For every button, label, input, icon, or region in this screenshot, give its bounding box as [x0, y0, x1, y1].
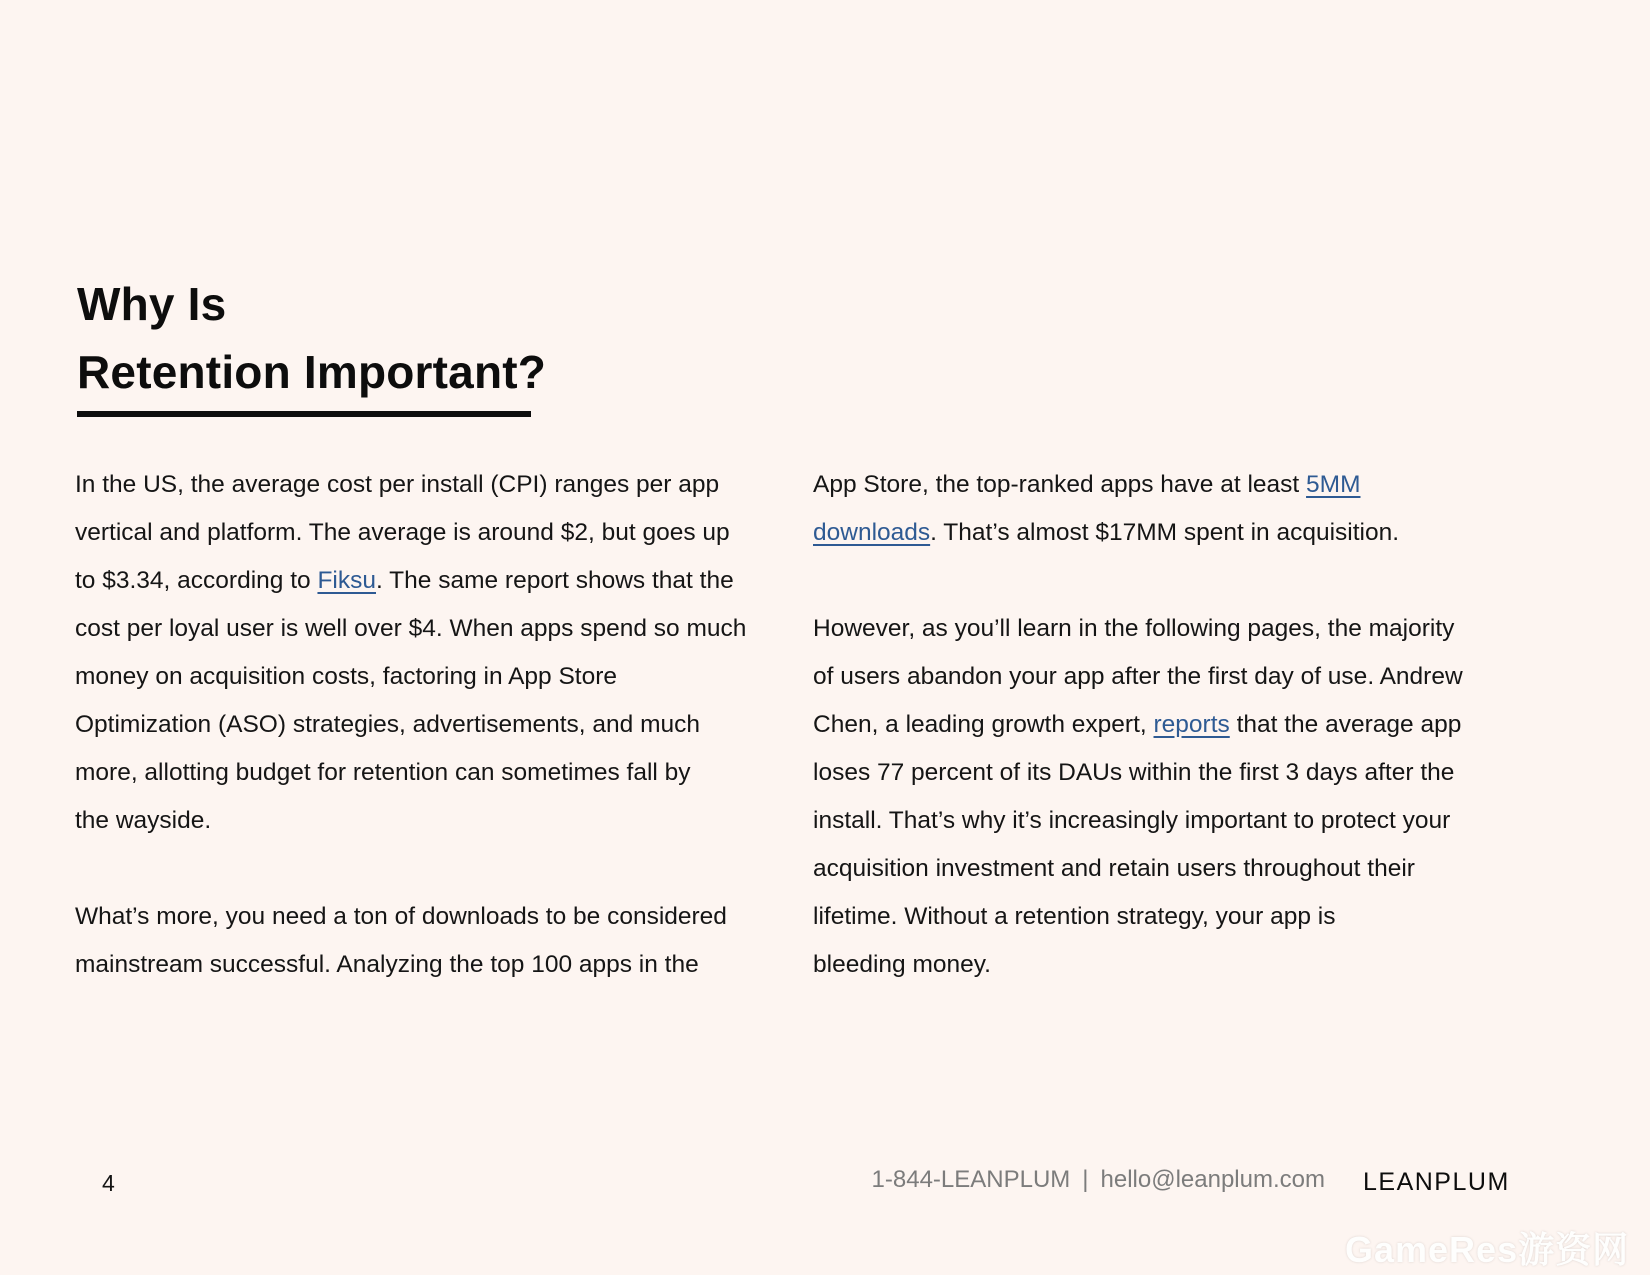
text-line: App Store, the top-ranked apps have at least — [813, 471, 1307, 498]
heading-underline — [77, 411, 531, 417]
gameres-watermark: GameRes游资网 — [1345, 1229, 1630, 1270]
fiksu-link[interactable]: Fiksu — [317, 567, 376, 594]
page-number: 4 — [102, 1170, 115, 1196]
text-line: cost per loyal user is well over $4. When apps spend so much — [75, 615, 747, 642]
left-paragraph-1 — [75, 461, 775, 845]
text-line: Chen, a leading growth expert, — [813, 711, 1154, 738]
phone-number[interactable]: 1-844-LEANPLUM — [871, 1166, 1071, 1193]
right-paragraph-2 — [813, 605, 1533, 989]
text-line: install. That’s why it’s increasingly important to protect your — [813, 807, 1451, 834]
text-line: that the average app — [1229, 711, 1462, 738]
left-column — [75, 461, 775, 989]
page-heading — [77, 270, 546, 406]
text-line: mainstream successful. Analyzing the top 100 apps in the — [75, 951, 699, 978]
text-line: . The same report shows that the — [376, 567, 734, 594]
text-line: bleeding money. — [813, 951, 991, 978]
text-line: money on acquisition costs, factoring in App Store — [75, 663, 618, 690]
email-address[interactable]: hello@leanplum.com — [1100, 1166, 1325, 1193]
5mm-downloads-link-cont[interactable]: downloads — [813, 519, 931, 546]
text-line: What’s more, you need a ton of downloads to be considered — [75, 903, 727, 930]
text-line: the wayside. — [75, 807, 212, 834]
leanplum-logo: LEANPLUM — [1363, 1168, 1510, 1196]
text-line: Optimization (ASO) strategies, advertisements, and much — [75, 711, 701, 738]
text-line: of users abandon your app after the first day of use. Andrew — [813, 663, 1463, 690]
text-line: In the US, the average cost per install (CPI) ranges per app — [75, 471, 720, 498]
5mm-downloads-link[interactable]: 5MM — [1306, 471, 1361, 498]
reports-link[interactable]: reports — [1153, 711, 1230, 738]
right-column — [813, 461, 1533, 989]
footer-contact — [872, 1166, 1325, 1194]
text-line: to $3.34, according to — [75, 567, 318, 594]
text-line: acquisition investment and retain users throughout their — [813, 855, 1415, 882]
heading-line-2: Retention Important? — [77, 346, 547, 398]
right-paragraph-1 — [813, 461, 1533, 557]
text-line: more, allotting budget for retention can sometimes fall by — [75, 759, 691, 786]
footer-separator: | — [1082, 1166, 1089, 1193]
text-line: vertical and platform. The average is around $2, but goes up — [75, 519, 730, 546]
text-line: . That’s almost $17MM spent in acquisition. — [930, 519, 1400, 546]
text-line: lifetime. Without a retention strategy, your app is — [813, 903, 1336, 930]
text-line: loses 77 percent of its DAUs within the first 3 days after the — [813, 759, 1455, 786]
left-paragraph-2 — [75, 893, 775, 989]
text-line: However, as you’ll learn in the following pages, the majority — [813, 615, 1455, 642]
heading-line-1: Why Is — [77, 278, 227, 330]
